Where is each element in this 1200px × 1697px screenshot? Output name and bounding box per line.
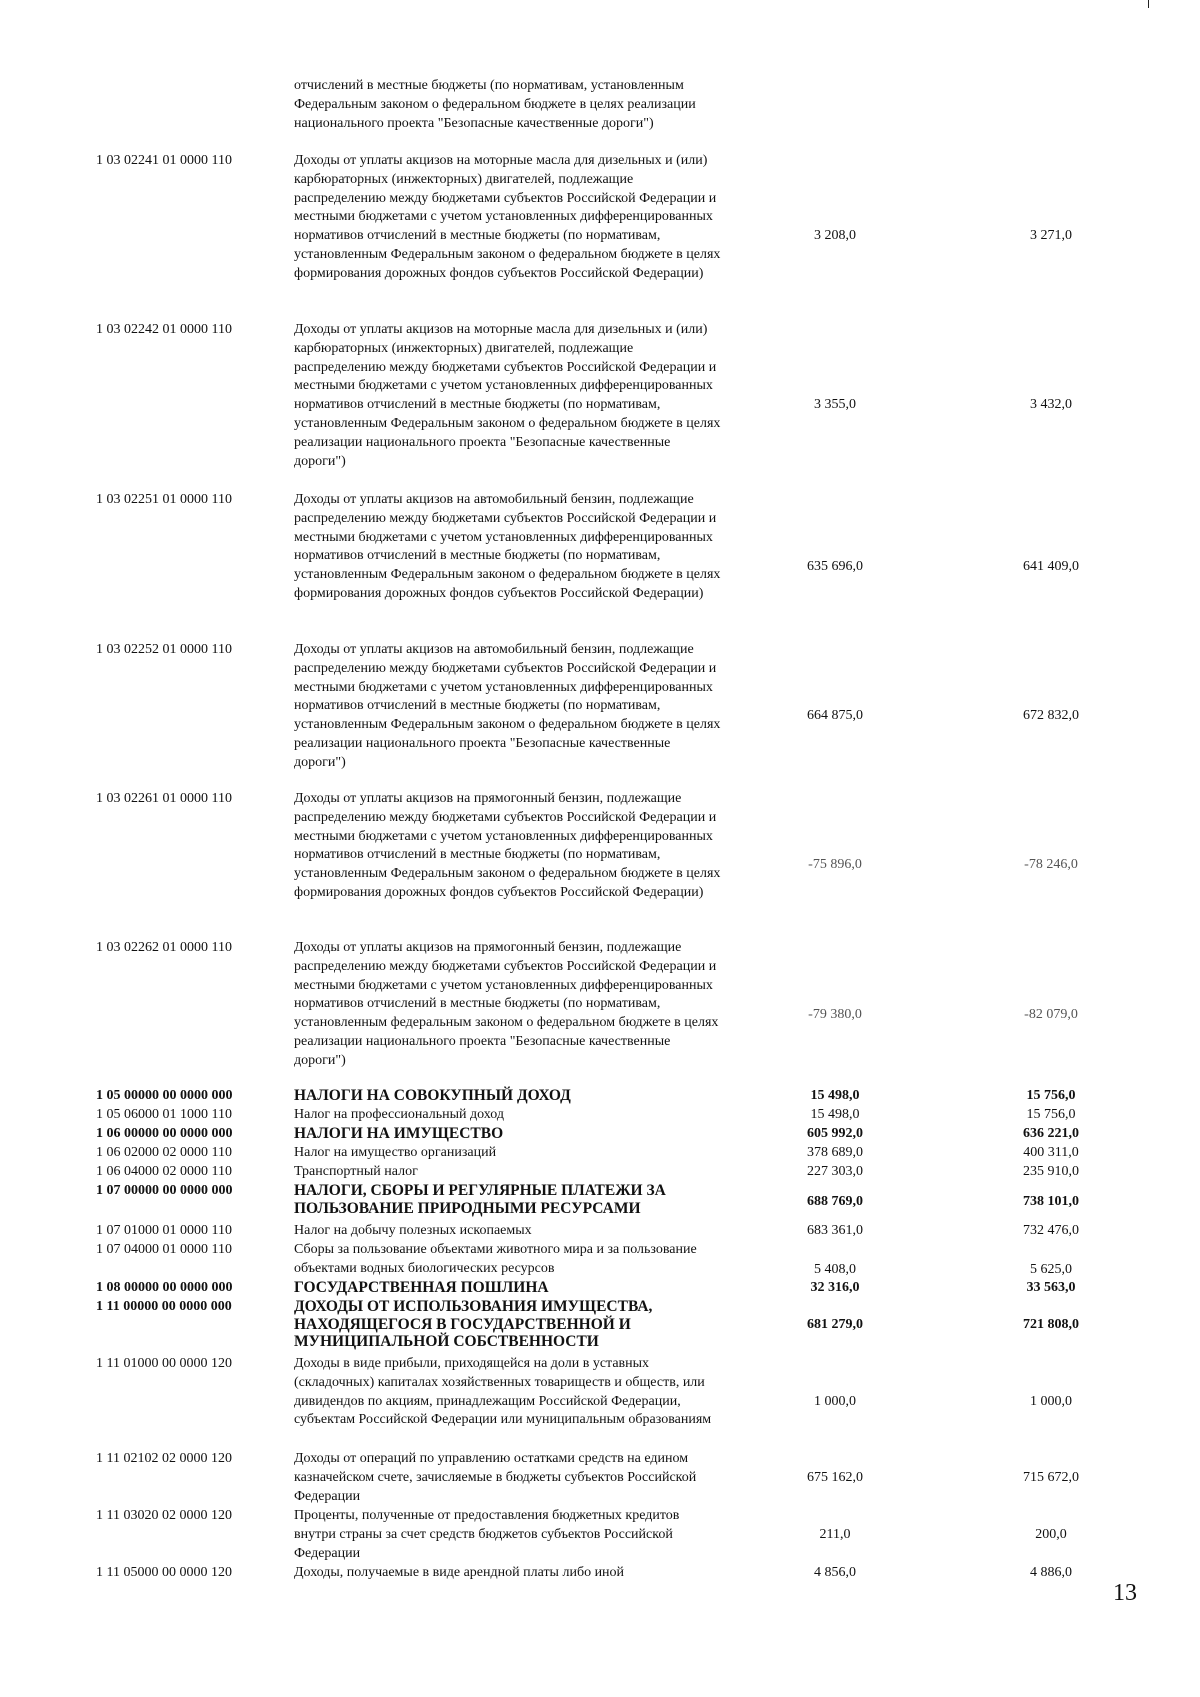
revenue-name: Доходы от уплаты акцизов на автомобильный бензин, подлежащие распределению между бюджетами субъектов Российской Федерации и местными бюджетами с учетом установленных дифференцированных нормативов отчислений в местные бюджеты (по нормативам, установленным Федеральным законом о федеральном бюджете в целях реализации национального проекта "Безопасные качественные дороги") [294,642,721,770]
value-year-2: 721 808,0 [1023,1317,1079,1332]
value-year-1: 3 208,0 [814,228,856,243]
value-year-2: 1 000,0 [1030,1394,1072,1409]
value-year-1: 635 696,0 [807,559,863,574]
value-year-1: 15 498,0 [810,1088,860,1103]
value-year-1: 211,0 [819,1527,851,1542]
kbk-code: 1 07 04000 01 0000 110 [96,1242,232,1257]
revenue-name: отчислений в местные бюджеты (по нормативам, установленным Федеральным законом о федеральном бюджете в целях реализации национального проекта "Безопасные качественные дороги") [294,78,696,131]
kbk-code: 1 11 00000 00 0000 000 [96,1299,232,1314]
value-year-1: 227 303,0 [807,1164,863,1179]
kbk-code: 1 07 00000 00 0000 000 [96,1183,233,1198]
kbk-code: 1 06 04000 02 0000 110 [96,1164,232,1179]
revenue-name: Налог на имущество организаций [294,1145,497,1160]
value-year-2: 738 101,0 [1023,1194,1079,1209]
value-year-2: 15 756,0 [1026,1107,1076,1122]
value-year-2: 235 910,0 [1023,1164,1079,1179]
revenue-name: Доходы от уплаты акцизов на прямогонный бензин, подлежащие распределению между бюджетами субъектов Российской Федерации и местными бюджетами с учетом установленных дифференцированных нормативов отчислений в местные бюджеты (по нормативам, установленным Федеральным законом о федеральном бюджете в целях формирования дорожных фондов субъектов Российской Федерации) [294,791,721,900]
kbk-code: 1 03 02261 01 0000 110 [96,791,232,806]
value-year-1: 1 000,0 [814,1394,856,1409]
value-year-2: 33 563,0 [1026,1280,1076,1295]
revenue-name: Доходы от уплаты акцизов на автомобильный бензин, подлежащие распределению между бюджетами субъектов Российской Федерации и местными бюджетами с учетом установленных дифференцированных нормативов отчислений в местные бюджеты (по нормативам, установленным Федеральным законом о федеральном бюджете в целях формирования дорожных фондов субъектов Российской Федерации) [294,492,721,601]
revenue-name: Проценты, полученные от предоставления бюджетных кредитов внутри страны за счет средств бюджетов субъектов Российской Федерации [294,1508,680,1561]
revenue-name: НАЛОГИ, СБОРЫ И РЕГУЛЯРНЫЕ ПЛАТЕЖИ ЗА ПОЛЬЗОВАНИЕ ПРИРОДНЫМИ РЕСУРСАМИ [294,1182,666,1217]
value-year-1: 681 279,0 [807,1317,863,1332]
revenue-name: ДОХОДЫ ОТ ИСПОЛЬЗОВАНИЯ ИМУЩЕСТВА, НАХОДЯЩЕГОСЯ В ГОСУДАРСТВЕННОЙ И МУНИЦИПАЛЬНОЙ СОБСТВЕННОСТИ [294,1298,653,1350]
value-year-1: -79 380,0 [808,1007,862,1022]
value-year-1: 4 856,0 [814,1565,856,1580]
value-year-2: 732 476,0 [1023,1223,1079,1238]
revenue-name: ГОСУДАРСТВЕННАЯ ПОШЛИНА [294,1279,549,1296]
revenue-name: Транспортный налог [294,1164,418,1179]
kbk-code: 1 03 02262 01 0000 110 [96,940,232,955]
revenue-name: Доходы от операций по управлению остатками средств на едином казначейском счете, зачисляемые в бюджеты субъектов Российской Федерации [294,1451,697,1504]
page-edge-mark [1148,0,1149,8]
value-year-2: 636 221,0 [1023,1126,1079,1141]
value-year-2: 672 832,0 [1023,708,1079,723]
value-year-2: 4 886,0 [1030,1565,1072,1580]
value-year-2: 5 625,0 [1030,1262,1072,1277]
revenue-name: Доходы, получаемые в виде арендной платы либо иной [294,1565,625,1580]
revenue-name: Налог на добычу полезных ископаемых [294,1223,532,1238]
value-year-1: 675 162,0 [807,1470,863,1485]
kbk-code: 1 03 02252 01 0000 110 [96,642,232,657]
value-year-2: -82 079,0 [1024,1007,1078,1022]
value-year-2: 15 756,0 [1026,1088,1076,1103]
revenue-name: Доходы от уплаты акцизов на моторные масла для дизельных и (или) карбюраторных (инжекторных) двигателей, подлежащие распределению между бюджетами субъектов Российской Федерации и местными бюджетами с учетом установленных дифференцированных нормативов отчислений в местные бюджеты (по нормативам, установленным Федеральным законом о федеральном бюджете в целях формирования дорожных фондов субъектов Российской Федерации) [294,153,721,281]
value-year-1: 688 769,0 [807,1194,863,1209]
value-year-1: 5 408,0 [814,1262,856,1277]
value-year-1: 3 355,0 [814,397,856,412]
kbk-code: 1 11 05000 00 0000 120 [96,1565,232,1580]
kbk-code: 1 08 00000 00 0000 000 [96,1280,233,1295]
value-year-2: 200,0 [1035,1527,1067,1542]
value-year-2: 641 409,0 [1023,559,1079,574]
value-year-1: 683 361,0 [807,1223,863,1238]
value-year-1: 32 316,0 [810,1280,860,1295]
kbk-code: 1 06 00000 00 0000 000 [96,1126,233,1141]
page-number: 13 [1113,1580,1137,1606]
revenue-name: Доходы в виде прибыли, приходящейся на доли в уставных (складочных) капиталах хозяйственных товариществ и обществ, или дивидендов по акциям, принадлежащим Российской Федерации, субъектам Российской Федерации или муниципальным образованиям [294,1356,712,1428]
revenue-name: Доходы от уплаты акцизов на моторные масла для дизельных и (или) карбюраторных (инжекторных) двигателей, подлежащие распределению между бюджетами субъектов Российской Федерации и местными бюджетами с учетом установленных дифференцированных нормативов отчислений в местные бюджеты (по нормативам, установленным Федеральным законом о федеральном бюджете в целях реализации национального проекта "Безопасные качественные дороги") [294,322,721,469]
value-year-1: 605 992,0 [807,1126,863,1141]
revenue-name: НАЛОГИ НА СОВОКУПНЫЙ ДОХОД [294,1087,571,1104]
revenue-name: Сборы за пользование объектами животного мира и за пользование объектами водных биологических ресурсов [294,1242,697,1276]
value-year-2: 3 271,0 [1030,228,1072,243]
kbk-code: 1 11 03020 02 0000 120 [96,1508,232,1523]
kbk-code: 1 07 01000 01 0000 110 [96,1223,232,1238]
value-year-2: 3 432,0 [1030,397,1072,412]
value-year-1: -75 896,0 [808,857,862,872]
kbk-code: 1 05 00000 00 0000 000 [96,1088,233,1103]
revenue-name: Доходы от уплаты акцизов на прямогонный бензин, подлежащие распределению между бюджетами субъектов Российской Федерации и местными бюджетами с учетом установленных дифференцированных нормативов отчислений в местные бюджеты (по нормативам, установленным федеральным законом о федеральном бюджете в целях реализации национального проекта "Безопасные качественные дороги") [294,940,719,1068]
kbk-code: 1 11 02102 02 0000 120 [96,1451,232,1466]
revenue-name: Налог на профессиональный доход [294,1107,504,1122]
kbk-code: 1 05 06000 01 1000 110 [96,1107,232,1122]
value-year-1: 378 689,0 [807,1145,863,1160]
kbk-code: 1 03 02251 01 0000 110 [96,492,232,507]
value-year-2: 400 311,0 [1023,1145,1079,1160]
kbk-code: 1 03 02241 01 0000 110 [96,153,232,168]
kbk-code: 1 11 01000 00 0000 120 [96,1356,232,1371]
value-year-2: -78 246,0 [1024,857,1078,872]
value-year-2: 715 672,0 [1023,1470,1079,1485]
value-year-1: 15 498,0 [810,1107,860,1122]
kbk-code: 1 03 02242 01 0000 110 [96,322,232,337]
revenue-name: НАЛОГИ НА ИМУЩЕСТВО [294,1125,504,1142]
kbk-code: 1 06 02000 02 0000 110 [96,1145,232,1160]
value-year-1: 664 875,0 [807,708,863,723]
